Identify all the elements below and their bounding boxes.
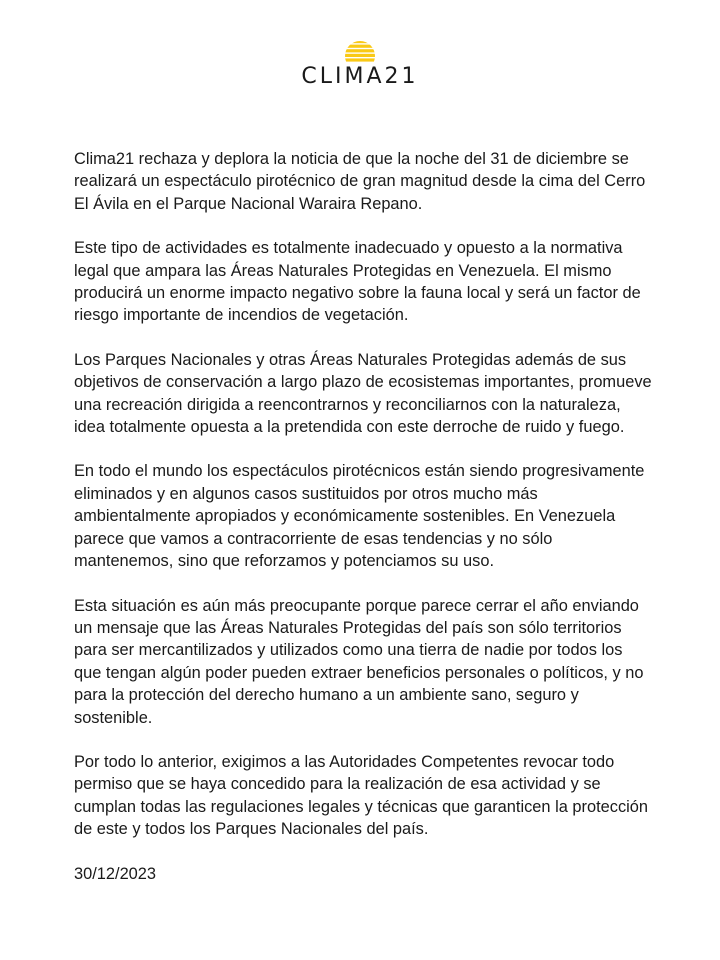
- paragraph-2: Este tipo de actividades es totalmente inadecuado y opuesto a la normativa legal que ampara las Áreas Naturales Protegidas en Venezuela. El mismo producirá un enorme impacto negativo sobre la fauna local y será un factor de riesgo importante de incendios de vegetación.: [74, 239, 641, 325]
- clima21-logo: [280, 40, 440, 92]
- paragraph-1: Clima21 rechaza y deplora la noticia de que la noche del 31 de diciembre se realizará un espectáculo pirotécnico de gran magnitud desde la cima del Cerro El Ávila en el Parque Nacional Waraira Repano.: [74, 150, 646, 213]
- statement-date: 30/12/2023: [74, 864, 157, 883]
- paragraph-4: En todo el mundo los espectáculos pirotécnicos están siendo progresivamente eliminados y en algunos casos sustituidos por otros mucho más ambientalmente apropiados y económicamente sostenibles. En Venezuela parece que vamos a contracorriente de esas tendencias y no sólo mantenemos, sino que reforzamos y potenciamos su uso.: [74, 462, 645, 571]
- logo-wordmark: CLIMA21: [301, 64, 419, 89]
- paragraph-3: Los Parques Nacionales y otras Áreas Naturales Protegidas además de sus objetivos de conservación a largo plazo de ecosistemas importantes, promueve una recreación dirigida a reencontrarnos y reconciliarnos con la naturaleza, idea totalmente opuesta a la pretendida con este derroche de ruido y fuego.: [74, 350, 652, 437]
- paragraph-6: Por todo lo anterior, exigimos a las Autoridades Competentes revocar todo permiso que se haya concedido para la realización de esa actividad y se cumplan todas las regulaciones legales y técnicas que garanticen la protección de este y todos los Parques Nacionales del país.: [74, 752, 649, 839]
- paragraph-5: Esta situación es aún más preocupante porque parece cerrar el año enviando un mensaje que las Áreas Naturales Protegidas del país son sólo territorios para ser mercantilizados y utilizados como una tierra de nadie por todos los que tengan algún poder pueden extraer beneficios personales o políticos, y no para la protección del derecho humano a un ambiente sano, seguro y sostenible.: [74, 596, 644, 727]
- statement-body: [74, 148, 654, 885]
